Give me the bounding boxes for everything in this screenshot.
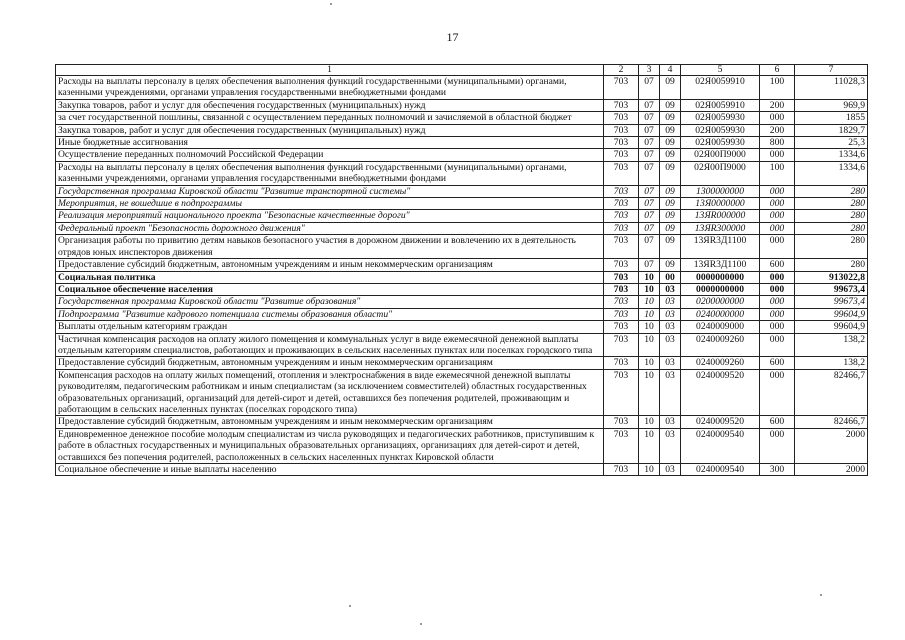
target-article-code: 13ЯR000000 [681,210,760,222]
target-article-code: 13ЯR3Д1100 [681,259,760,271]
expense-type-code: 000 [760,308,795,320]
admin-code: 703 [604,99,639,111]
table-row [56,464,868,476]
amount-value: 82466,7 [795,416,868,428]
table-row [56,99,868,111]
row-description: Предоставление субсидий бюджетным, автономным учреждениям и иным некоммерческим организациям [56,357,604,369]
subsection-code: 09 [660,259,681,271]
col-header: 3 [639,65,660,76]
section-code: 10 [639,271,660,283]
page-number: 17 [446,30,459,44]
col-header: 6 [760,65,795,76]
subsection-code: 09 [660,76,681,100]
subsection-code: 09 [660,149,681,161]
subsection-code: 03 [660,428,681,463]
section-code: 10 [639,357,660,369]
row-description: Закупка товаров, работ и услуг для обеспечения государственных (муниципальных) нужд [56,124,604,136]
target-article-code: 02Я0059910 [681,99,760,111]
section-code: 07 [639,112,660,124]
amount-value: 1855 [795,112,868,124]
amount-value: 138,2 [795,333,868,357]
section-code: 10 [639,333,660,357]
row-description: Осуществление переданных полномочий Российской Федерации [56,149,604,161]
budget-table [55,64,868,476]
table-row [56,149,868,161]
amount-value: 99604,9 [795,321,868,333]
admin-code: 703 [604,283,639,295]
expense-type-code: 300 [760,464,795,476]
row-description: Закупка товаров, работ и услуг для обеспечения государственных (муниципальных) нужд [56,99,604,111]
table-row [56,321,868,333]
section-code: 10 [639,464,660,476]
amount-value: 99604,9 [795,308,868,320]
subsection-code: 03 [660,333,681,357]
amount-value: 1829,7 [795,124,868,136]
subsection-code: 03 [660,369,681,416]
admin-code: 703 [604,321,639,333]
amount-value: 280 [795,222,868,234]
admin-code: 703 [604,222,639,234]
row-description: Иные бюджетные ассигнования [56,137,604,149]
subsection-code: 03 [660,464,681,476]
admin-code: 703 [604,149,639,161]
row-description: Единовременное денежное пособие молодым специалистам из числа руководящих и педагогических работников, приступившим к работе в областных государственных и муниципальных образовательных организациях, организациях для детей-сирот и детей, оставшихся без попечения родителей, расположенных в сельских населенных пунктах Кировской области [56,428,604,463]
expense-type-code: 000 [760,112,795,124]
expense-type-code: 600 [760,259,795,271]
section-code: 07 [639,161,660,185]
subsection-code: 09 [660,235,681,259]
table-row [56,112,868,124]
amount-value: 969,9 [795,99,868,111]
admin-code: 703 [604,369,639,416]
section-code: 10 [639,321,660,333]
admin-code: 703 [604,124,639,136]
target-article-code: 1300000000 [681,185,760,197]
expense-type-code: 200 [760,124,795,136]
table-row [56,428,868,463]
row-description: Федеральный проект "Безопасность дорожного движения" [56,222,604,234]
row-description: Социальная политика [56,271,604,283]
amount-value: 280 [795,210,868,222]
target-article-code: 0240009520 [681,369,760,416]
expense-type-code: 000 [760,321,795,333]
section-code: 07 [639,185,660,197]
scan-speck [349,605,351,607]
admin-code: 703 [604,271,639,283]
admin-code: 703 [604,235,639,259]
subsection-code: 03 [660,296,681,308]
scan-speck [820,594,822,596]
amount-value: 280 [795,185,868,197]
expense-type-code: 000 [760,283,795,295]
amount-value: 99673,4 [795,283,868,295]
section-code: 10 [639,296,660,308]
expense-type-code: 800 [760,137,795,149]
target-article-code: 0200000000 [681,296,760,308]
table-row [56,308,868,320]
table-row [56,271,868,283]
amount-value: 1334,6 [795,149,868,161]
section-code: 07 [639,259,660,271]
admin-code: 703 [604,185,639,197]
table-row [56,296,868,308]
row-description: Социальное обеспечение населения [56,283,604,295]
subsection-code: 03 [660,357,681,369]
expense-type-code: 200 [760,99,795,111]
expense-type-code: 600 [760,357,795,369]
amount-value: 2000 [795,464,868,476]
target-article-code: 0240009520 [681,416,760,428]
amount-value: 99673,4 [795,296,868,308]
target-article-code: 0240009260 [681,333,760,357]
admin-code: 703 [604,198,639,210]
admin-code: 703 [604,333,639,357]
target-article-code: 0240009540 [681,464,760,476]
table-body [56,76,868,476]
target-article-code: 0240009540 [681,428,760,463]
row-description: Компенсация расходов на оплату жилых помещений, отопления и электроснабжения в виде ежемесячной денежной выплаты руководителям, педагогическим работникам и иным специалистам (за исключением совместителей) областных государственных образовательных организаций, организаций для детей-сирот и детей, оставшихся без попечения родителей, проживающим и работающим в сельских населенных пунктах (поселках городского типа) [56,369,604,416]
section-code: 07 [639,137,660,149]
table-row [56,185,868,197]
expense-type-code: 000 [760,369,795,416]
table-row [56,416,868,428]
admin-code: 703 [604,416,639,428]
section-code: 10 [639,283,660,295]
target-article-code: 0240009000 [681,321,760,333]
col-header: 7 [795,65,868,76]
section-code: 07 [639,235,660,259]
admin-code: 703 [604,161,639,185]
amount-value: 82466,7 [795,369,868,416]
subsection-code: 09 [660,210,681,222]
subsection-code: 03 [660,321,681,333]
target-article-code: 13Я0000000 [681,198,760,210]
section-code: 07 [639,210,660,222]
subsection-code: 00 [660,271,681,283]
col-header: 2 [604,65,639,76]
table-header-row [56,65,868,76]
expense-type-code: 600 [760,416,795,428]
amount-value: 280 [795,198,868,210]
table-row [56,210,868,222]
row-description: Предоставление субсидий бюджетным, автономным учреждениям и иным некоммерческим организациям [56,259,604,271]
section-code: 10 [639,428,660,463]
admin-code: 703 [604,357,639,369]
row-description: Государственная программа Кировской области "Развитие образования" [56,296,604,308]
expense-type-code: 000 [760,235,795,259]
admin-code: 703 [604,296,639,308]
section-code: 07 [639,76,660,100]
amount-value: 1334,6 [795,161,868,185]
subsection-code: 09 [660,222,681,234]
expense-type-code: 000 [760,198,795,210]
row-description: Реализация мероприятий национального проекта "Безопасные качественные дороги" [56,210,604,222]
admin-code: 703 [604,137,639,149]
subsection-code: 09 [660,198,681,210]
row-description: Расходы на выплаты персоналу в целях обеспечения выполнения функций государственными (муниципальными) органами, казенными учреждениями, органами управления государственными внебюджетными фондами [56,161,604,185]
table-row [56,222,868,234]
expense-type-code: 000 [760,149,795,161]
expense-type-code: 000 [760,296,795,308]
expense-type-code: 000 [760,210,795,222]
target-article-code: 13ЯR3Д1100 [681,235,760,259]
table-row [56,161,868,185]
expense-type-code: 100 [760,76,795,100]
expense-type-code: 000 [760,271,795,283]
scan-speck [420,623,422,625]
table-row [56,333,868,357]
admin-code: 703 [604,464,639,476]
amount-value: 913022,8 [795,271,868,283]
target-article-code: 0240009260 [681,357,760,369]
expense-type-code: 100 [760,161,795,185]
subsection-code: 09 [660,99,681,111]
table-row [56,124,868,136]
subsection-code: 09 [660,185,681,197]
target-article-code: 02Я00П9000 [681,149,760,161]
target-article-code: 13ЯR300000 [681,222,760,234]
target-article-code: 02Я0059910 [681,76,760,100]
row-description: Предоставление субсидий бюджетным, автономным учреждениям и иным некоммерческим организациям [56,416,604,428]
row-description: Выплаты отдельным категориям граждан [56,321,604,333]
admin-code: 703 [604,308,639,320]
col-header: 1 [56,65,604,76]
admin-code: 703 [604,428,639,463]
subsection-code: 09 [660,161,681,185]
expense-type-code: 000 [760,222,795,234]
table-row [56,235,868,259]
table-row [56,369,868,416]
table-row [56,283,868,295]
section-code: 07 [639,124,660,136]
subsection-code: 03 [660,308,681,320]
target-article-code: 02Я00П9000 [681,161,760,185]
row-description: Подпрограмма "Развитие кадрового потенциала системы образования области" [56,308,604,320]
table-row [56,137,868,149]
target-article-code: 0000000000 [681,271,760,283]
admin-code: 703 [604,210,639,222]
admin-code: 703 [604,76,639,100]
expense-type-code: 000 [760,185,795,197]
subsection-code: 09 [660,137,681,149]
target-article-code: 0240000000 [681,308,760,320]
expense-type-code: 000 [760,428,795,463]
col-header: 4 [660,65,681,76]
col-header: 5 [681,65,760,76]
row-description: Организация работы по привитию детям навыков безопасного участия в дорожном движении и вовлечению их в деятельность отрядов юных инспекторов движения [56,235,604,259]
scan-speck [330,3,332,5]
section-code: 10 [639,308,660,320]
amount-value: 280 [795,259,868,271]
section-code: 07 [639,99,660,111]
table-row [56,357,868,369]
section-code: 07 [639,198,660,210]
table-row [56,198,868,210]
section-code: 07 [639,149,660,161]
section-code: 07 [639,222,660,234]
row-description: Социальное обеспечение и иные выплаты населению [56,464,604,476]
admin-code: 703 [604,259,639,271]
amount-value: 2000 [795,428,868,463]
target-article-code: 02Я0059930 [681,137,760,149]
expense-type-code: 000 [760,333,795,357]
admin-code: 703 [604,112,639,124]
section-code: 10 [639,369,660,416]
amount-value: 25,3 [795,137,868,149]
subsection-code: 09 [660,112,681,124]
row-description: Расходы на выплаты персоналу в целях обеспечения выполнения функций государственными (муниципальными) органами, казенными учреждениями, органами управления государственными внебюджетными фондами [56,76,604,100]
subsection-code: 03 [660,416,681,428]
target-article-code: 0000000000 [681,283,760,295]
target-article-code: 02Я0059930 [681,112,760,124]
amount-value: 280 [795,235,868,259]
subsection-code: 09 [660,124,681,136]
table-row [56,76,868,100]
target-article-code: 02Я0059930 [681,124,760,136]
section-code: 10 [639,416,660,428]
amount-value: 138,2 [795,357,868,369]
row-description: Государственная программа Кировской области "Развитие транспортной системы" [56,185,604,197]
subsection-code: 03 [660,283,681,295]
row-description: Частичная компенсация расходов на оплату жилого помещения и коммунальных услуг в виде ежемесячной денежной выплаты отдельным категориям специалистов, работающих и проживающих в сельских населенных пунктах или поселках городского типа [56,333,604,357]
table-row [56,259,868,271]
row-description: за счет государственной пошлины, связанной с осуществлением переданных полномочий и зачисляемой в областной бюджет [56,112,604,124]
row-description: Мероприятия, не вошедшие в подпрограммы [56,198,604,210]
amount-value: 11028,3 [795,76,868,100]
